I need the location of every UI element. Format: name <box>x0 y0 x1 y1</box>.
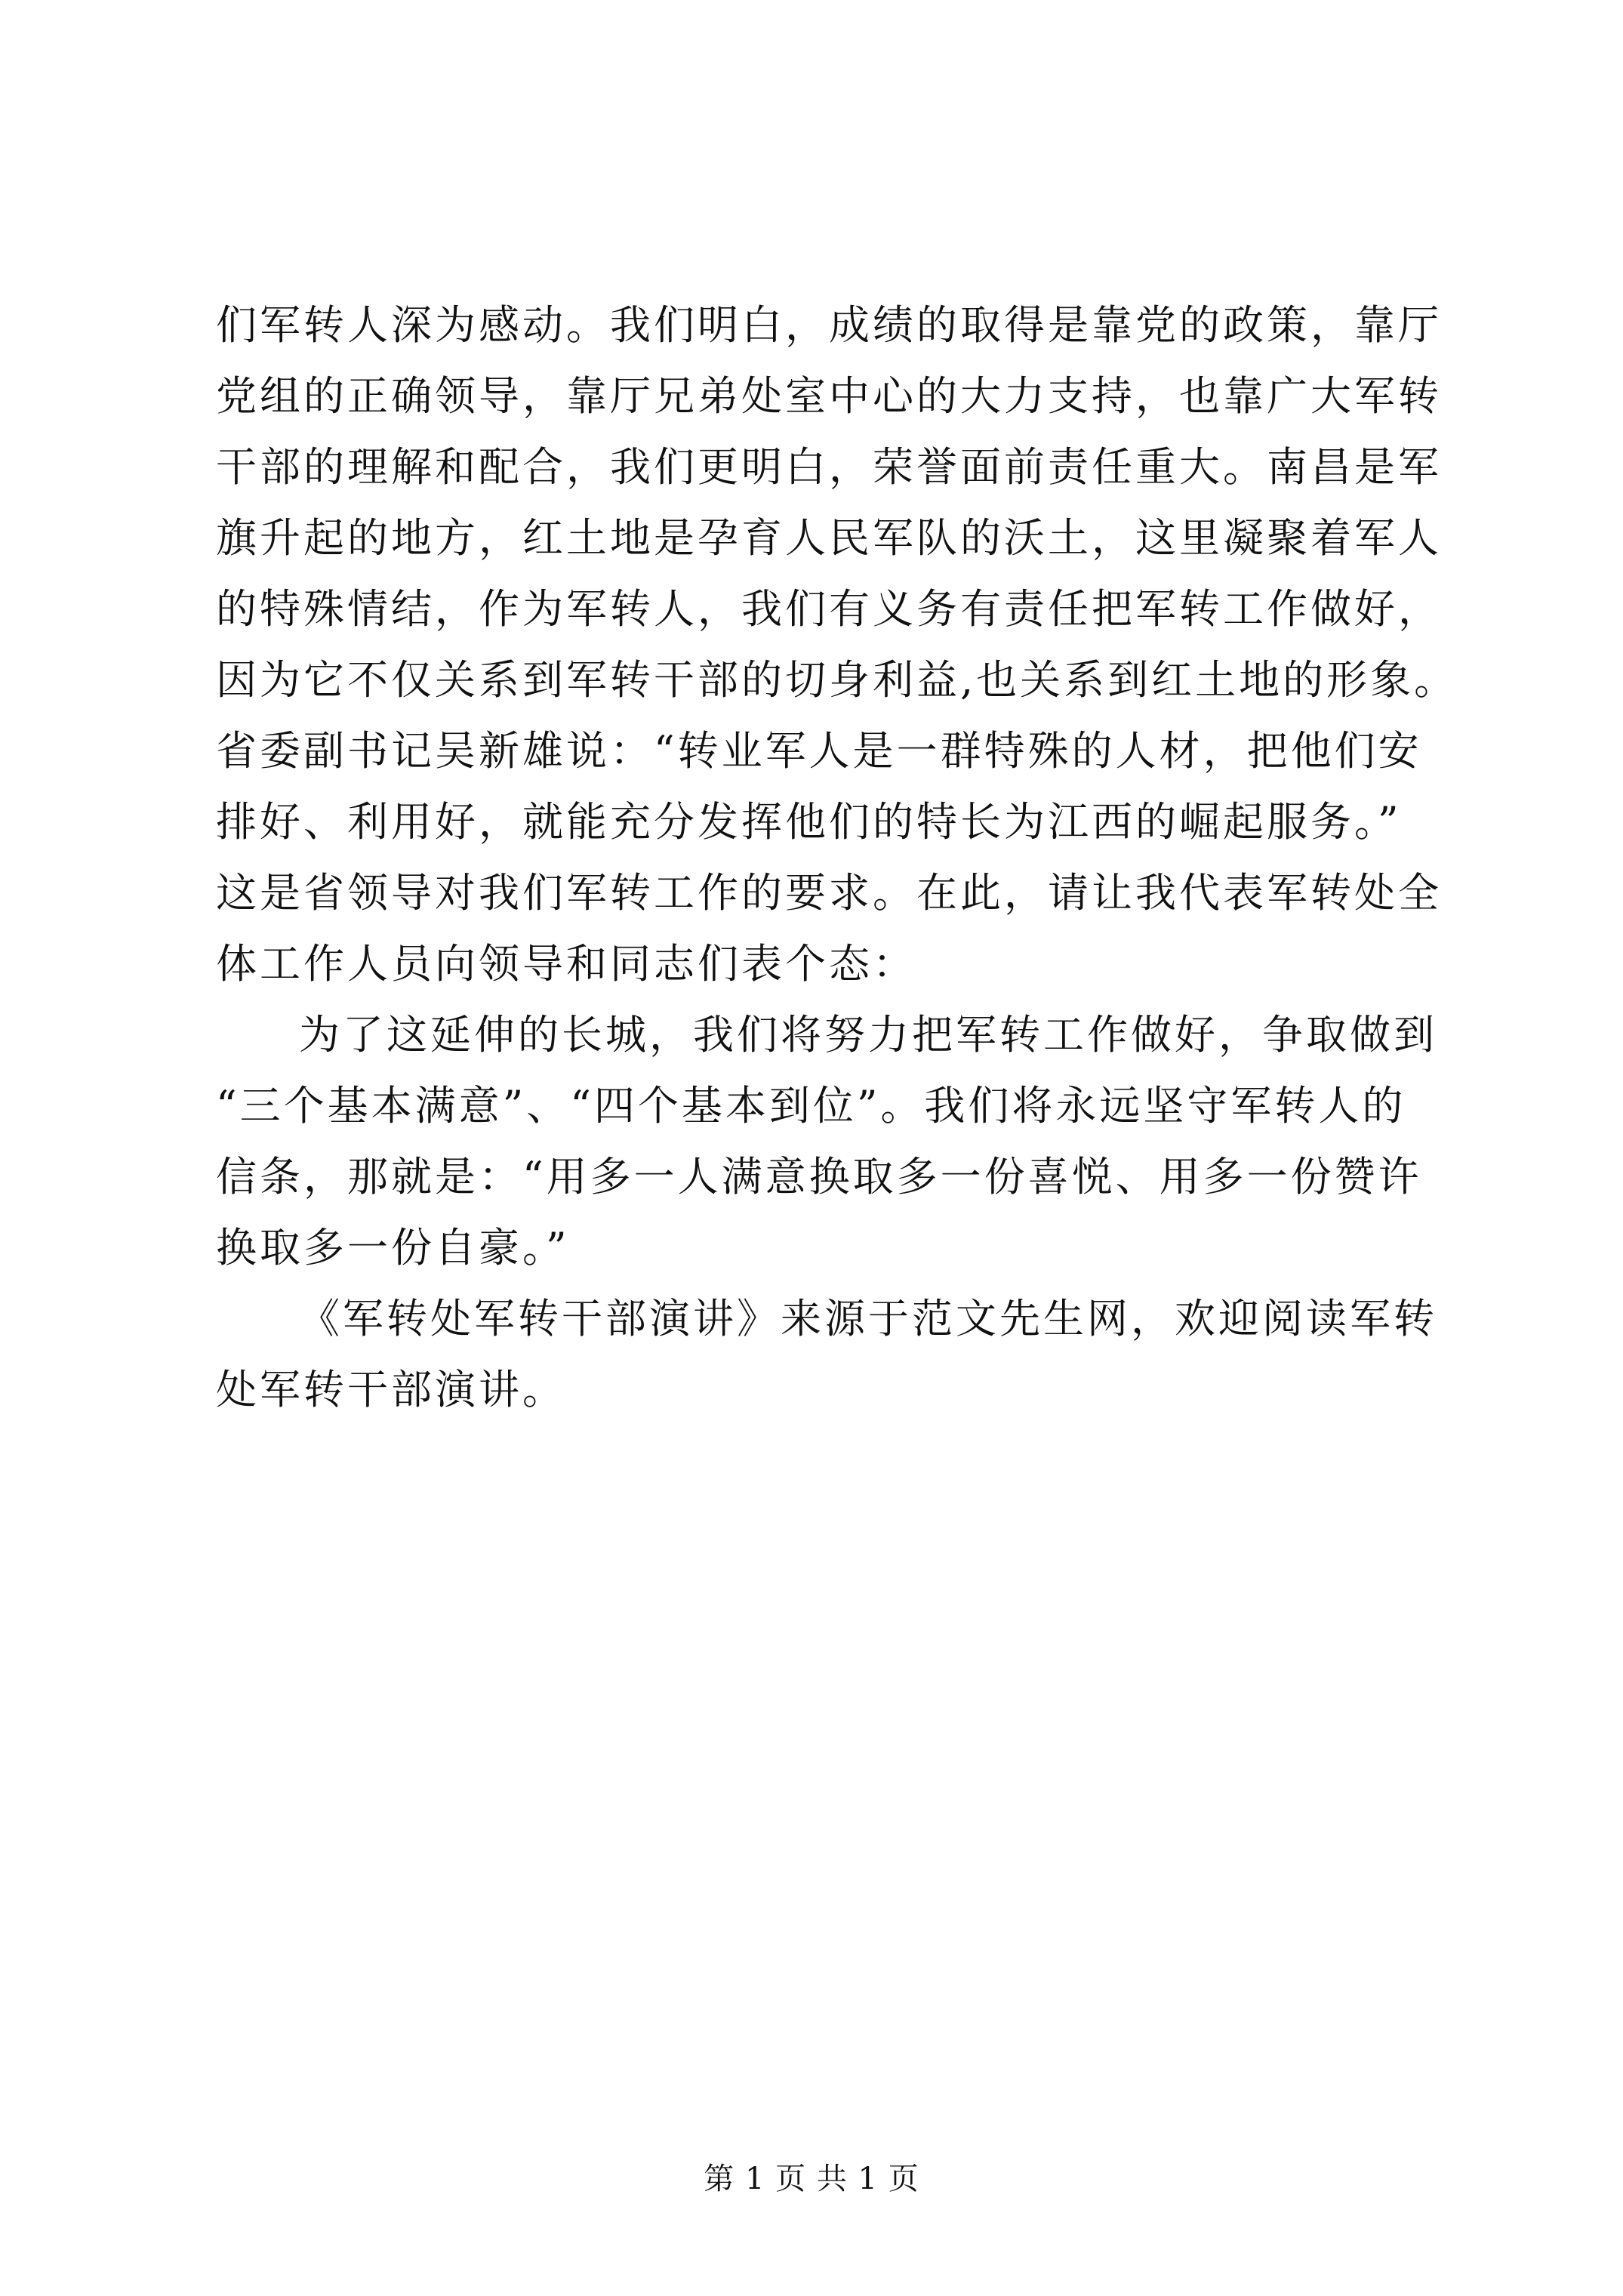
paragraph-1-line-7: 省委副书记吴新雄说：“转业军人是一群特殊的人材，把他们安 <box>216 727 1422 775</box>
page-footer <box>0 2164 1623 2194</box>
paragraph-1-line-1: 们军转人深为感动。我们明白，成绩的取得是靠党的政策，靠厅 <box>216 301 1442 349</box>
paragraph-2-line-1: 为了这延伸的长城，我们将努力把军转工作做好，争取做到 <box>299 1011 1437 1059</box>
paragraph-1-line-5: 的特殊情结，作为军转人，我们有义务有责任把军转工作做好， <box>216 585 1442 633</box>
paragraph-3-line-1: 《军转处军转干部演讲》来源于范文先生网，欢迎阅读军转 <box>299 1295 1437 1342</box>
paragraph-2-line-4: 换取多一份自豪。” <box>216 1224 570 1271</box>
paragraph-1-line-6: 因为它不仅关系到军转干部的切身利益,也关系到红土地的形象。 <box>216 656 1458 704</box>
paragraph-1-line-4: 旗升起的地方，红土地是孕育人民军队的沃土，这里凝聚着军人 <box>216 514 1442 562</box>
paragraph-3-line-2: 处军转干部演讲。 <box>216 1366 566 1413</box>
paragraph-1-line-8: 排好、利用好，就能充分发挥他们的特长为江西的崛起服务。” <box>216 798 1402 846</box>
paragraph-1-line-10: 体工作人员向领导和同志们表个态： <box>216 940 916 988</box>
paragraph-1-line-3: 干部的理解和配合，我们更明白，荣誉面前责任重大。南昌是军 <box>216 443 1442 491</box>
paragraph-1-line-2: 党组的正确领导，靠厅兄弟处室中心的大力支持，也靠广大军转 <box>216 372 1442 420</box>
paragraph-1-line-9: 这是省领导对我们军转工作的要求。在此，请让我代表军转处全 <box>216 869 1442 917</box>
page-number-label: 第 1 页 共 1 页 <box>704 2162 919 2196</box>
paragraph-2-line-3: 信条，那就是：“用多一人满意换取多一份喜悦、用多一份赞许 <box>216 1153 1422 1200</box>
paragraph-2-line-2: “三个基本满意”、“四个基本到位”。我们将永远坚守军转人的 <box>216 1082 1406 1130</box>
document-body <box>216 290 1458 1425</box>
